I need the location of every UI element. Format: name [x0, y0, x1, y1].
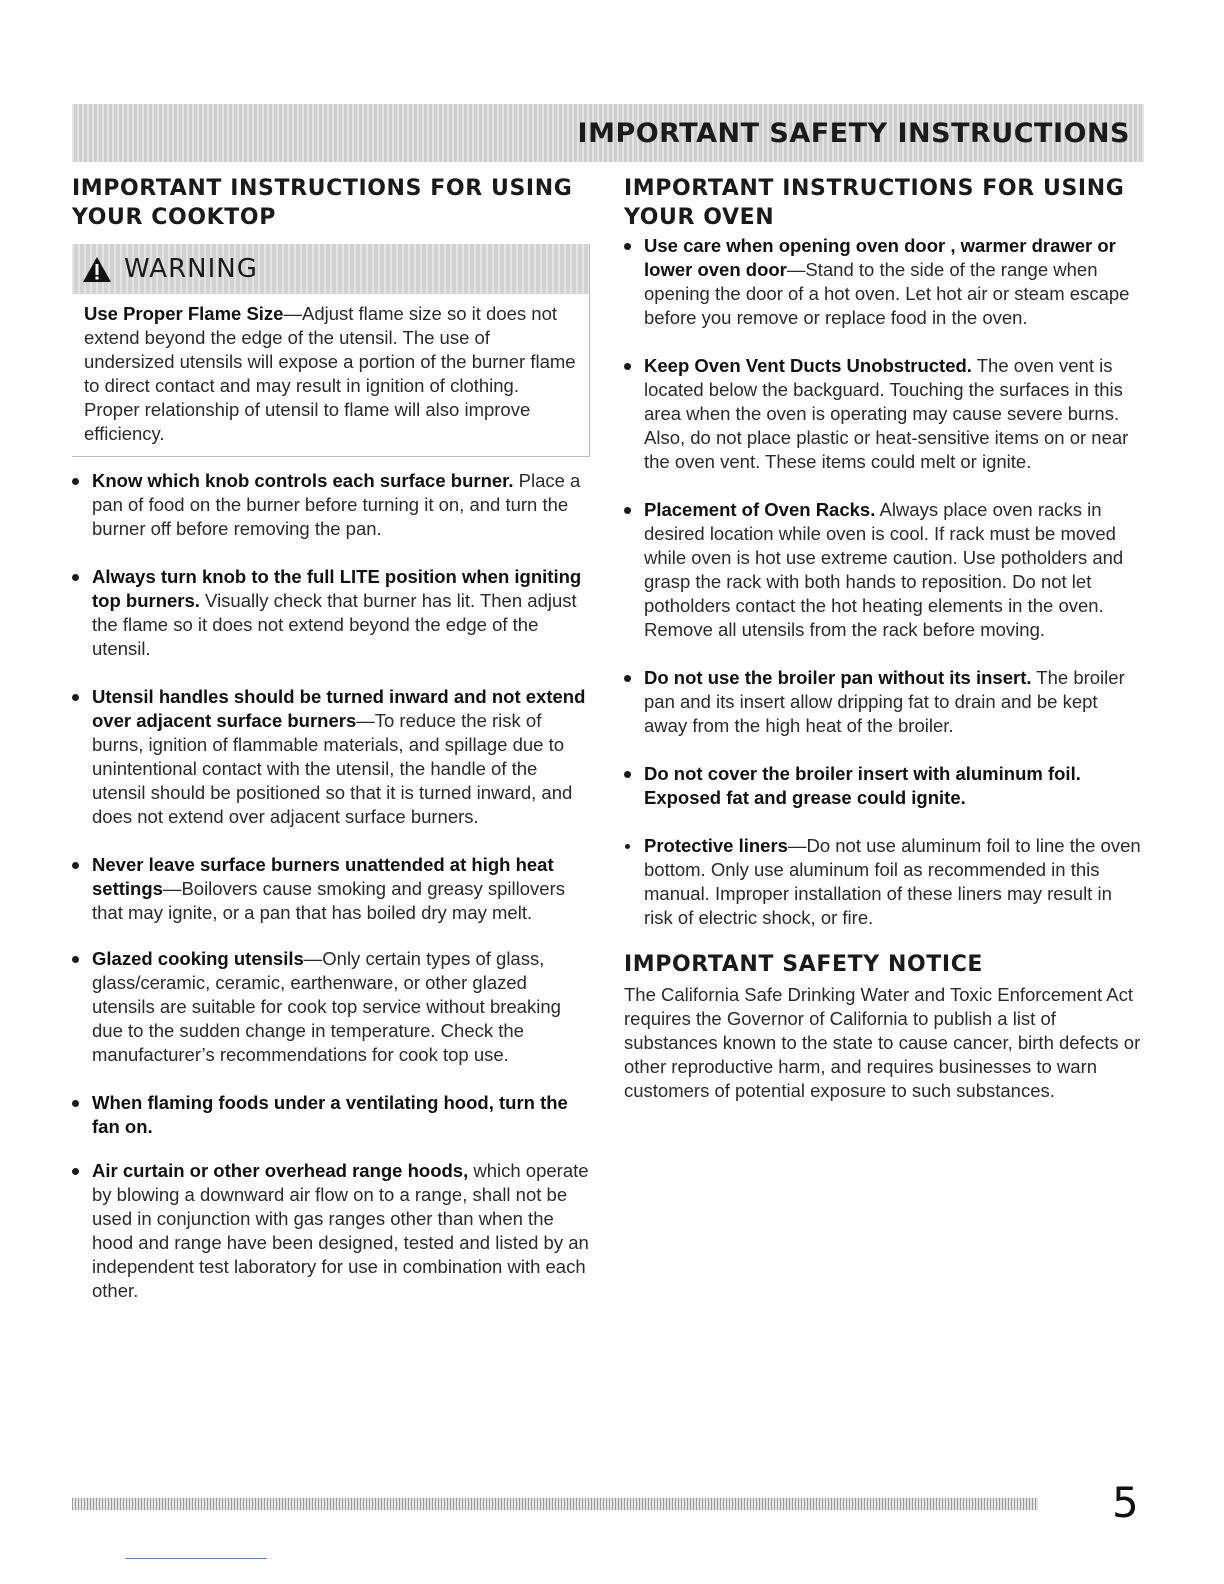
list-item: Air curtain or other overhead range hoods, which operate by blowing a downward air flow on to a range, shall not be used in conjunction with gas ranges other than when the hood and range have been designed, tested and listed by an independent test laboratory for use in combination with each other. [72, 1159, 592, 1303]
bullet-icon [624, 507, 631, 514]
bullet-icon [72, 956, 79, 963]
page-number: 5 [1112, 1478, 1139, 1527]
list-item: Use care when opening oven door , warmer drawer or lower oven door—Stand to the side of the range when opening the door of a hot oven. Let hot air or steam escape before you remove or replace food in the oven. [624, 234, 1144, 330]
list-item: Do not use the broiler pan without its insert. The broiler pan and its insert allow dripping fat to drain and be kept away from the high heat of the broiler. [624, 666, 1144, 738]
list-item: When flaming foods under a ventilating hood, turn the fan on. [72, 1091, 592, 1139]
bullet-icon [624, 675, 631, 682]
list-item: Glazed cooking utensils—Only certain types of glass, glass/ceramic, ceramic, earthenware, or other glazed utensils are suitable for cook top service without breaking due to the sudden change in temperature. Check the manufacturer’s recommendations for cook top use. [72, 947, 592, 1067]
bullet-icon [624, 243, 631, 250]
warning-label: WARNING [124, 254, 258, 284]
cooktop-column [72, 174, 592, 1303]
section-banner [72, 104, 1144, 162]
bullet-icon [72, 694, 79, 701]
warning-text: Use Proper Flame Size—Adjust flame size so it does not extend beyond the edge of the utensil. The use of undersized utensils will expose a portion of the burner flame to direct contact and may result in ignition of clothing. Proper relationship of utensil to flame will also improve efficiency. [84, 303, 576, 444]
list-item: Keep Oven Vent Ducts Unobstructed. The oven vent is located below the backguard. Touching the surfaces in this area when the oven is operating may cause severe burns. Also, do not place plastic or heat-sensitive items on or near the oven vent. These items could melt or ignite. [624, 354, 1144, 474]
bottom-rule [125, 1558, 267, 1559]
list-item: Never leave surface burners unattended at high heat settings—Boilovers cause smoking and greasy spillovers that may ignite, or a pan that has boiled dry may melt. [72, 853, 592, 925]
list-item: Placement of Oven Racks. Always place oven racks in desired location while oven is cool. If rack must be moved while oven is hot use extreme caution. Use potholders and grasp the rack with both hands to reposition. Do not let potholders contact the hot heating elements in the oven. Remove all utensils from the rack before moving. [624, 498, 1144, 642]
oven-heading: IMPORTANT INSTRUCTIONS FOR USING YOUR OVEN [624, 176, 1125, 230]
list-item: Protective liners—Do not use aluminum foil to line the oven bottom. Only use aluminum foil as recommended in this manual. Improper installation of these liners may result in risk of electric shock, or fire. [624, 834, 1144, 930]
oven-column [624, 174, 1144, 1103]
bullet-icon [72, 1100, 79, 1107]
bullet-icon [72, 574, 79, 581]
notice-text: The California Safe Drinking Water and Toxic Enforcement Act requires the Governor of California to publish a list of substances known to the state to cause cancer, birth defects or other reproductive harm, and requires businesses to warn customers of potential exposure to such substances. [624, 984, 1141, 1101]
warning-header [72, 244, 589, 294]
warning-triangle-icon [82, 256, 112, 283]
list-item: Utensil handles should be turned inward and not extend over adjacent surface burners—To reduce the risk of burns, ignition of flammable materials, and spillage due to unintentional contact with the utensil, the handle of the utensil should be positioned so that it is turned inward, and does not extend over adjacent surface burners. [72, 685, 592, 829]
bullet-icon [625, 844, 630, 849]
bullet-icon [624, 363, 631, 370]
cooktop-heading: IMPORTANT INSTRUCTIONS FOR USING YOUR COOKTOP [72, 176, 573, 230]
bullet-icon [72, 862, 79, 869]
bullet-icon [72, 478, 79, 485]
list-item: Always turn knob to the full LITE position when igniting top burners. Visually check that burner has lit. Then adjust the flame so it does not extend beyond the edge of the utensil. [72, 565, 592, 661]
notice-heading: IMPORTANT SAFETY NOTICE [624, 952, 984, 977]
footer-bar [72, 1498, 1038, 1510]
bullet-icon [624, 771, 631, 778]
banner-title: IMPORTANT SAFETY INSTRUCTIONS [577, 118, 1130, 149]
list-item: Know which knob controls each surface burner. Place a pan of food on the burner before turning it on, and turn the burner off before removing the pan. [72, 469, 592, 541]
warning-box [72, 244, 590, 457]
list-item: Do not cover the broiler insert with aluminum foil. Exposed fat and grease could ignite. [624, 762, 1144, 810]
bullet-icon [72, 1168, 79, 1175]
